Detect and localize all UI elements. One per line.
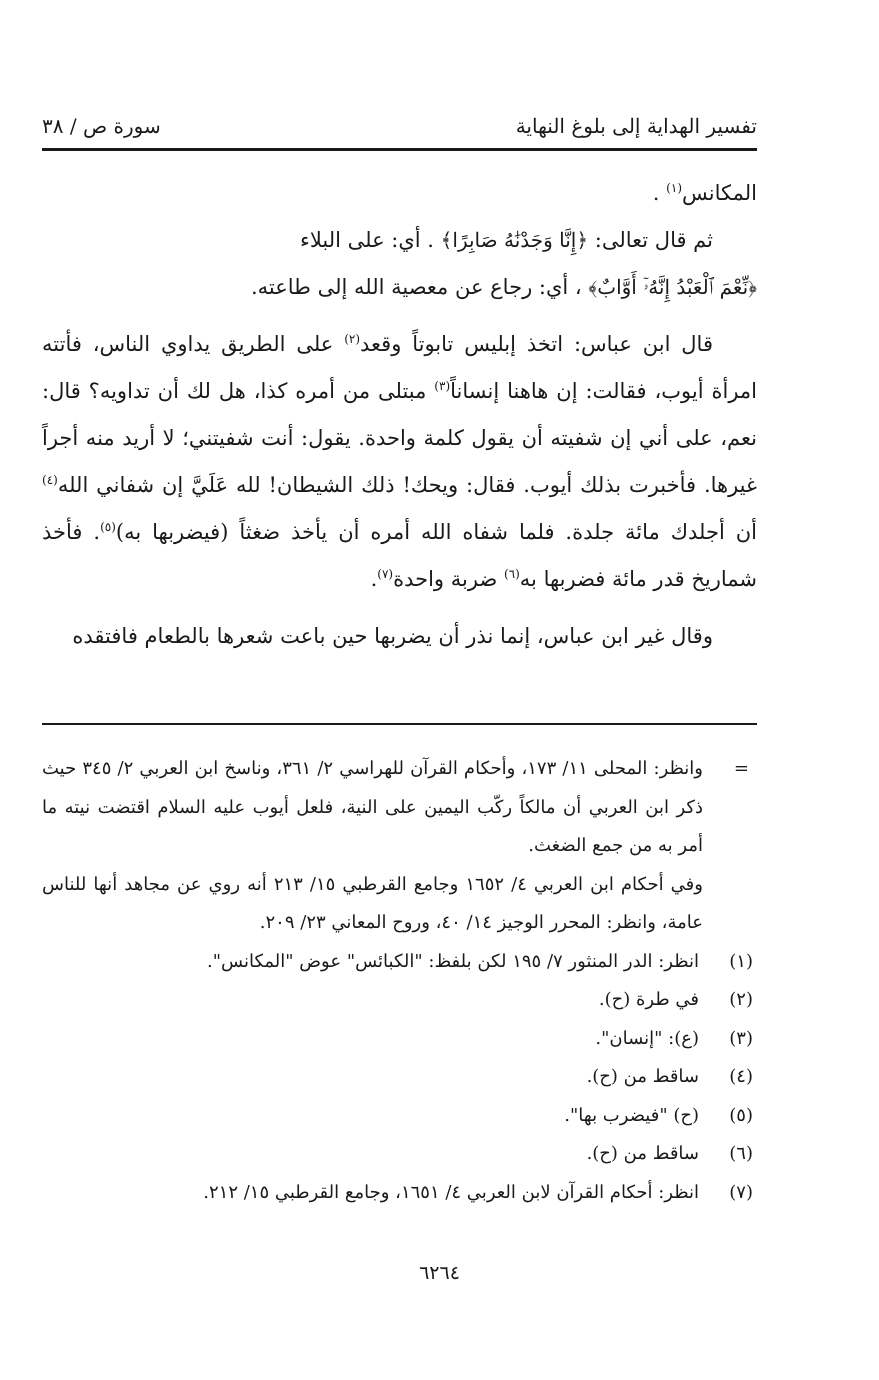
- footnote-number: (٢): [729, 989, 753, 1010]
- footnote-item: [42, 1058, 757, 1097]
- footnote-item: [42, 943, 757, 982]
- footnote-ref-6: (٦): [503, 567, 520, 581]
- footnote-item: [42, 1020, 757, 1059]
- header-rule: [42, 148, 757, 151]
- footnote-ref-5: (٥): [100, 520, 116, 534]
- footnote-number: (٦): [729, 1143, 753, 1164]
- book-title: تفسير الهداية إلى بلوغ النهاية: [515, 114, 757, 138]
- footnote-text: (ع): "إنسان".: [595, 1027, 699, 1049]
- text-line-top: المكانس$^{(١)}$ .: [652, 181, 757, 205]
- footnote-text: (ح) "فيضرب بها".: [564, 1104, 699, 1126]
- quran-verse-1: ﴿إِنَّا وَجَدْنَٰهُ صَابِرًا﴾: [440, 228, 589, 252]
- footnote-item: [42, 981, 757, 1020]
- footnote-number: (١): [729, 950, 753, 972]
- footnote-number: (٧): [729, 1181, 753, 1203]
- footnote-text: ساقط من (ح).: [586, 1066, 699, 1087]
- footnote-number: (٤): [729, 1066, 753, 1087]
- footnote-continuation: [42, 750, 757, 943]
- footnotes: [42, 750, 757, 1212]
- footnote-item: [42, 1135, 757, 1174]
- footnote-ref-2: (٢): [344, 332, 361, 346]
- paragraph-ibn-abbas: قال ابن عباس: اتخذ إبليس تابوتاً وقعد$^{(٢)}$ على الطريق يداوي الناس، فأتته امرأة أيوب، فقالت: إن هاهنا إنساناً$^{(٣)}$ مبتلى من أمره كذا، هل لك أن تداويه؟ قال: نعم، على أني إن شفيته أن يقول كلمة واحدة. يقول: أنت شفيتني؛ لا أريد منه أجراً غيرها. فأخبرت بذلك أيوب. فقال: ويحك! ذلك الشيطان! لله عَلَيَّ إن شفاني الله$^{(٤)}$ أن أجلدك مائة جلدة. فلما شفاه الله أمره أن يأخذ ضغثاً (فيضربها به)$^{(٥)}$. فأخذ شماريخ قدر مائة فضربها به$^{(٦)}$ ضربة واحدة$^{(٧)}$.: [42, 332, 757, 591]
- verse-line-1: ثم قال تعالى: ﴿إِنَّا وَجَدْنَٰهُ صَابِرًا﴾ . أي: على البلاء: [299, 228, 713, 252]
- footnote-number: (٥): [729, 1104, 753, 1126]
- footnote-text: انظر: الدر المنثور ٧/ ١٩٥ لكن بلفظ: "الكبائس" عوض "المكانس".: [207, 950, 699, 972]
- continuation-text-1: وانظر: المحلى ١١/ ١٧٣، وأحكام القرآن للهراسي ٢/ ٣٦١، وناسخ ابن العربي ٢/ ٣٤٥ حيث ذكر ابن العربي أن مالكاً ركّب اليمين على النية، فلعل أيوب عليه السلام اقتضت نيته ما أمر به من جمع الضغث.: [42, 758, 703, 856]
- footnote-ref-1: (١): [666, 181, 682, 195]
- main-text: [42, 170, 757, 660]
- footnote-text: في طرة (ح).: [598, 989, 699, 1010]
- continuation-mark: =: [733, 758, 749, 779]
- paragraph-other: وقال غير ابن عباس، إنما نذر أن يضربها حين باعت شعرها بالطعام فافتقده: [72, 624, 713, 648]
- surah-reference: سورة ص / ٣٨: [42, 114, 161, 138]
- verse-line-2: ﴿نِّعْمَ ٱلْعَبْدُ إِنَّهُۥٓ أَوَّابٌ﴾ ، أي: رجاع عن معصية الله إلى طاعته.: [250, 275, 757, 299]
- continuation-text-2: وفي أحكام ابن العربي ٤/ ١٦٥٢ وجامع القرطبي ١٥/ ٢١٣ أنه روي عن مجاهد أنها للناس عامة، وانظر: المحرر الوجيز ١٤/ ٤٠، وروح المعاني ٢٣/ ٢٠٩.: [42, 873, 703, 933]
- page-number: ٦٢٦٤: [419, 1262, 460, 1284]
- footnote-item: [42, 1097, 757, 1136]
- footnote-number: (٣): [729, 1027, 753, 1049]
- footnote-item: [42, 1174, 757, 1213]
- footnote-rule: [42, 723, 757, 725]
- footnote-text: ساقط من (ح).: [586, 1143, 699, 1164]
- footnote-ref-7: (٧): [377, 567, 394, 581]
- quran-verse-2: ﴿نِّعْمَ ٱلْعَبْدُ إِنَّهُۥٓ أَوَّابٌ﴾: [588, 275, 757, 299]
- footnote-ref-4: (٤): [42, 473, 58, 487]
- footnote-text: انظر: أحكام القرآن لابن العربي ٤/ ١٦٥١، وجامع القرطبي ١٥/ ٢١٢.: [203, 1181, 699, 1203]
- running-header: [42, 108, 757, 144]
- footnote-ref-3: (٣): [434, 379, 451, 393]
